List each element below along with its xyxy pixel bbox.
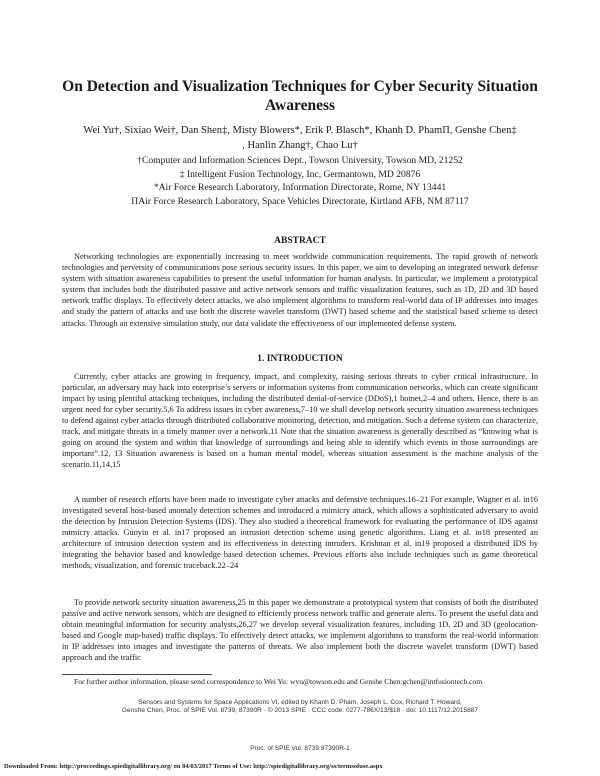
- download-notice: Downloaded From: http://proceedings.spiedigitallibrary.org/ on 04/03/2017 Terms of Use: http://spiedigitallibrary.org/ss/termsofuse.aspx: [4, 763, 383, 770]
- affiliation-afrl-rome: *Air Force Research Laboratory, Information Directorate, Rome, NY 13441: [153, 182, 447, 193]
- affiliation-towson: †Computer and Information Sciences Dept., Towson University, Towson MD, 21252: [137, 155, 463, 166]
- intro-paragraph-1: Currently, cyber attacks are growing in frequency, impact, and complexity, raising serious threats to cyber critical infrastructure. In particular, an adversary may hack into enterprise’s servers or information systems from communication networks, which can create significant impact by using plentiful attacking techniques, including the distributed denial-of-service (DDoS),1 botnet,2–4 and others. Hence, there is an urgent need for cyber security.5,6 To address issues in cyber awareness,7–10 we shall develop network security situation awareness techniques to defend against cyber attacks through distributed collaborative monitoring, detection, and mitigation. Such a defense system can characterize, track, and mitigate threats in a timely manner over a network.11 Note that the situation awareness is generally described as “knowing what is going on around the system and within that knowledge of surroundings and being able to identify which events in those surroundings are important”.12, 13 Situation awareness is based on a human mental model, whereas situation assessment is the machine analysis of the scenario.11,14,15: [62, 372, 538, 470]
- affiliation-ifti: ‡ Intelligent Fusion Technology, Inc, Germantown, MD 20876: [179, 168, 421, 180]
- affiliations: [60, 154, 540, 208]
- author-list: [55, 123, 545, 153]
- authors-line-2: , Hanlin Zhang†, Chao Lu†: [242, 140, 358, 151]
- author-footnote: For further author information, please send correspondence to Wei Yu: wyu@towson.edu and Genshe Chen:gchen@intfusiontech.com: [74, 677, 483, 686]
- authors-line-1: Wei Yu†, Sixiao Wei†, Dan Shen‡, Misty Blowers*, Erik P. Blasch*, Khanh D. PhamΠ, Genshe Chen‡: [83, 125, 517, 136]
- footnote-rule: [62, 674, 212, 675]
- citation-block: [62, 699, 538, 716]
- abstract-text: Networking technologies are exponentially increasing to meet worldwide communication requirements. The rapid growth of network technologies and perversity of communications pose serious security issues. In this paper, we aim to developing an integrated network defense system with situation awareness capabilities to present the useful information for human analysts. In particular, we implement a prototypical system that includes both the distributed passive and active network sensors and traffic visualization features, such as 1D, 2D and 3D based network traffic displays. To effectively detect attacks, we also implement algorithms to transform real-world data of IP addresses into images and study the pattern of attacks and use both the discrete wavelet transform (DWT) based scheme and the statistical based scheme to detect attacks. Through an extensive simulation study, our data validate the effectiveness of our implemented defense system.: [62, 252, 538, 328]
- intro-paragraph-2: A number of research efforts have been made to investigate cyber attacks and defensive techniques.16–21 For example, Wagner et al. in16 investigated several host-based anomaly detection schemes and introduced a mimicry attack, which allows a sophisticated adversary to avoid the detection by Intrusion Detection Systems (IDS). They also studied a theoretical framework for evaluating the performance of IDS against mimicry attacks. Guoyin et al. in17 proposed an intrusion detection scheme using genetic algorithms. Liang et al. in18 presented an architecture of intrusion detection system and its effectiveness in detecting intruders. Krishnan et al. in19 proposed a distributed IDS by integrating the behavior based and knowledge based detection schemes. Previous efforts also include techniques such as game theoretical methods, visualization, and forensic traceback.22–24: [62, 495, 538, 571]
- page-number: Proc. of SPIE Vol. 8739 87390R-1: [250, 745, 350, 752]
- intro-paragraph-3: To provide network security situation awareness,25 in this paper we demonstrate a prototypical system that consists of both the distributed passive and active network sensors, which are designed to efficiently process network traffic and generate alerts. To present the useful data and obtain meaningful information for security analysts,26,27 we develop several visualization features, including 1D, 2D and 3D (geolocation-based and Google map-based) traffic displays. To effectively detect attacks, we implement algorithms to transform the real-world information in IP addresses into images and investigate the patterns of threats. We also implement both the discrete wavelet transform (DWT) based approach and the traffic: [62, 598, 538, 663]
- citation-line-1: Sensors and Systems for Space Applications VI, edited by Khanh D. Pham, Joseph L. Cox, Richard T. Howard,: [138, 699, 462, 706]
- affiliation-afrl-kirtland: ΠAir Force Research Laboratory, Space Vehicles Directorate, Kirtland AFB, NM 87117: [131, 195, 469, 207]
- abstract-heading: ABSTRACT: [274, 236, 326, 246]
- citation-line-2: Genshe Chen, Proc. of SPIE Vol. 8739, 87390R · © 2013 SPIE · CCC code: 0277-786X/13/$18 · doi: 10.1117/12.2015887: [121, 707, 479, 715]
- paper-title: On Detection and Visualization Techniques for Cyber Security Situation Awareness: [62, 78, 538, 114]
- introduction-heading: 1. INTRODUCTION: [257, 354, 343, 364]
